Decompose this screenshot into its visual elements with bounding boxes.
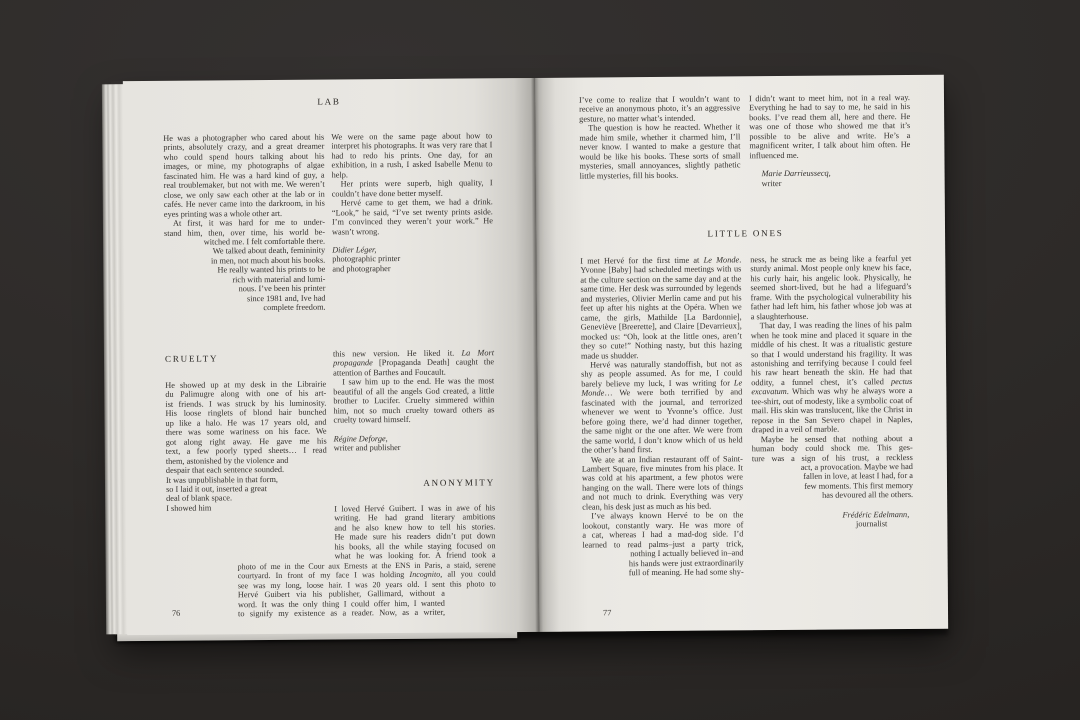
paragraph: He was a photographer who cared about his prints, absolutely crazy, and a great dreamer who could spend hours talking about his images, or mine, my photographs of algae fascinated him. He was a hard kind of guy, a real troublemaker, but not with me. We weren’t close, we only saw each other at the lab or in cafés. He never came into the darkroom, in his eyes printing was a whole other art. (163, 132, 325, 219)
paragraph: That day, I was reading the lines of his palm when he took mine and placed it square in the middle of his chest. It was a ritualistic gesture so that I would understand his fragility. It was astonishing and terrifying because I could feel his raw heart beneath the skin. He had that oddity, a funnel chest, it’s called pectus excavatum. Which was why he always wore a tee-shirt, out of modesty, like a symbolic coat of mail. His skin was translucent, like the Christ in repose in the San Severo chapel in Naples, draped in a veil of marble. (750, 320, 913, 435)
cruelty-column-1 (165, 380, 327, 514)
cruelty-column-2 (333, 348, 495, 453)
section-heading-anonymity: ANONYMITY (423, 477, 496, 488)
shaped-paragraph: He showed up at my desk in the Librairie du Palimugre along with one of his art- ist friends. I was struck by his luminosity. His loose ringlets of blond hair bunched up like a halo. He was 17 years old, and there was some wariness on his face. We got along right away. He gave me his text, a few poorly typed sheets… I read them, astonished by the violence and despair that each sentence sounded. It was unpublishable in that form, so I laid it out, inserted a great deal of blank space. I showed him (165, 379, 327, 513)
little-ones-column-4 (750, 254, 913, 530)
attribution-frederic-edelmann (752, 510, 913, 530)
paragraph: We were on the same page about how to interpret his photographs. It was very rare that I had to redo his prints. One day, for an exhibition, in a rush, I asked Isabelle Menu to help. (331, 131, 493, 180)
paragraph: I saw him up to the end. He was the most beautiful of all the angels God created, a little brother to Lucifer. Cruelty simmered within him, not so much cruelty toward others as cruelty toward himself. (333, 376, 495, 425)
attribution-name: Marie Darrieussecq, (761, 168, 831, 179)
attribution-name: Frédéric Edelmann, (842, 509, 910, 520)
shaped-paragraph: At first, it was hard for me to under- stand him, then, over time, his world be- witched me. I felt comfortable there. We talked about death, femininity in men, not much about his books. He really wanted his prints to be rich with material and lumi- nous. I’ve been his printer since 1981 and, Ive had complete freedom. (163, 217, 326, 313)
paragraph: Hervé came to get them, we had a drink. “Look,” he said, “I’ve set twenty prints aside. I’m convinced they weren’t your work.” He wasn’t wrong. (331, 197, 493, 237)
attribution-role: writer and publisher (333, 443, 401, 453)
intro-column-3 (579, 94, 741, 180)
attribution-regine-deforge (334, 433, 495, 453)
shaped-paragraph: I’ve always known Hervé to be on the lookout, constantly wary. He was more of a cat, whereas I had a mad-dog side. I’d learned to read palms–just a party trick, nothing I actually believed in–and his hands were just extraordinarily full of meaning. He had some shy- (582, 510, 744, 578)
attribution-name: Régine Deforge, (333, 433, 388, 444)
attribution-didier-leger (332, 244, 493, 274)
section-heading-little-ones: LITTLE ONES (707, 228, 784, 239)
paragraph: We ate at an Indian restaurant off of Saint-Lambert Square, five minutes from his place. It was cold at his apartment, a few photos were hanging on the wall. There were lots of things and not much to drink. Everything was very clean, his desk just as much as his bed. (581, 453, 744, 512)
intro-column-4 (749, 93, 911, 188)
little-ones-column-3 (580, 255, 744, 578)
lab-column-1 (163, 133, 325, 314)
attribution-role: and photographer (332, 263, 391, 274)
paragraph: I’ve come to realize that I wouldn’t want to receive an anonymous photo, it’s an aggressive gesture, no matter what’s intended. (578, 94, 741, 124)
attribution-name: Didier Léger, (332, 245, 377, 255)
shaped-paragraph: I loved Hervé Guibert. I was in awe of his writing. He had grand literary ambitions and he also knew how to tell his stories. He made sure his readers didn’t put down his books, all the while staying focused on what he was looking for. A friend took a (334, 503, 496, 561)
right-page (535, 75, 948, 632)
attribution-role: photographic printer (332, 254, 401, 264)
attribution-role: journalist (855, 519, 888, 529)
page-number-left: 76 (171, 608, 181, 618)
shaped-paragraph: Hervé Guibert via his publisher, Gallimard, without a word. It was the only thing I could offer him, I wanted to signify my existence as a reader. Now, as a writer, (237, 588, 446, 619)
anonymity-shaped-block (237, 503, 496, 618)
paragraph: I met Hervé for the first time at Le Monde. Yvonne [Baby] had scheduled meetings with us at the culture section on the same day and at the same time. Her desk was surrounded by legends and mysteries, Olivier Merlin came and put his feet up after his nights at the Opéra. When we came, the girls, Mathilde [La Bardonnie], Geneviève [Breerette], and Claire [Devarrieux], mocked us: “Oh, look at the little ones, aren’t they so cute!” Nothing nasty, but this hazing made us shudder. (580, 255, 742, 361)
left-page (123, 78, 539, 635)
paragraph: ness, he struck me as being like a fearful yet sturdy animal. Most people only knew his face, his curly hair, his angelic look. Physically, he seemed short-lived, but he had a lifeguard’s frame. With the psychological vulnerability his father had left him, his father whose job was at a slaughterhouse. (750, 253, 912, 321)
attribution-role: writer (761, 178, 782, 188)
shaped-paragraph: photo of me in the Cour aux Ernests at the ENS in Paris, a staid, serene courtyard. In front of my face I was holding Incognito, all you could see was my long, loose hair. I was 20 years old. I sent this photo to (237, 559, 496, 590)
paragraph: The question is how he reacted. Whether it made him smile, whether it charmed him, I’ll never know. I wanted to make a gesture that would be like his books. These sorts of small mysteries, small annoyances, slightly pathetic little mysteries, fill his books. (579, 122, 741, 181)
paragraph: I didn’t want to meet him, not in a real way. Everything he had to say to me, he said in his books. I’ve read them all, here and there. He was one of those who showed me that it’s possible to be alive and write. He’s a magnificent writer, I talk about him often. He influenced me. (748, 93, 911, 160)
attribution-marie-darrieussecq (762, 168, 911, 188)
paragraph: this new version. He liked it. La Mort propagande [Propaganda Death] caught the attention of Barthes and Foucault. (332, 348, 495, 378)
section-heading-cruelty: CRUELTY (164, 353, 219, 364)
section-heading-lab: LAB (317, 96, 341, 107)
page-number-right: 77 (602, 608, 612, 618)
open-book (111, 75, 948, 636)
paragraph: Hervé was naturally standoffish, but not as shy as people assumed. As for me, I could barely believe my luck, I was writing for Le Monde… We were both terrified by and fascinated with the journal, and terrorized whenever we went to Yvonne’s office. Just before going there, we’d had dinner together, the same night or the one after. We were from the same world, I don’t know which of us held the other’s hand first. (581, 359, 743, 455)
shaped-paragraph: Maybe he sensed that nothing about a human body could shock me. This ges- ture was a sign of his trust, a reckless act, a provocation. Maybe we had fallen in love, at least I had, for a few moments. This first memory has devoured all the others. (751, 433, 914, 501)
lab-column-2 (331, 131, 493, 274)
paragraph: Her prints were superb, high quality, I couldn’t have done better myself. (331, 178, 493, 199)
